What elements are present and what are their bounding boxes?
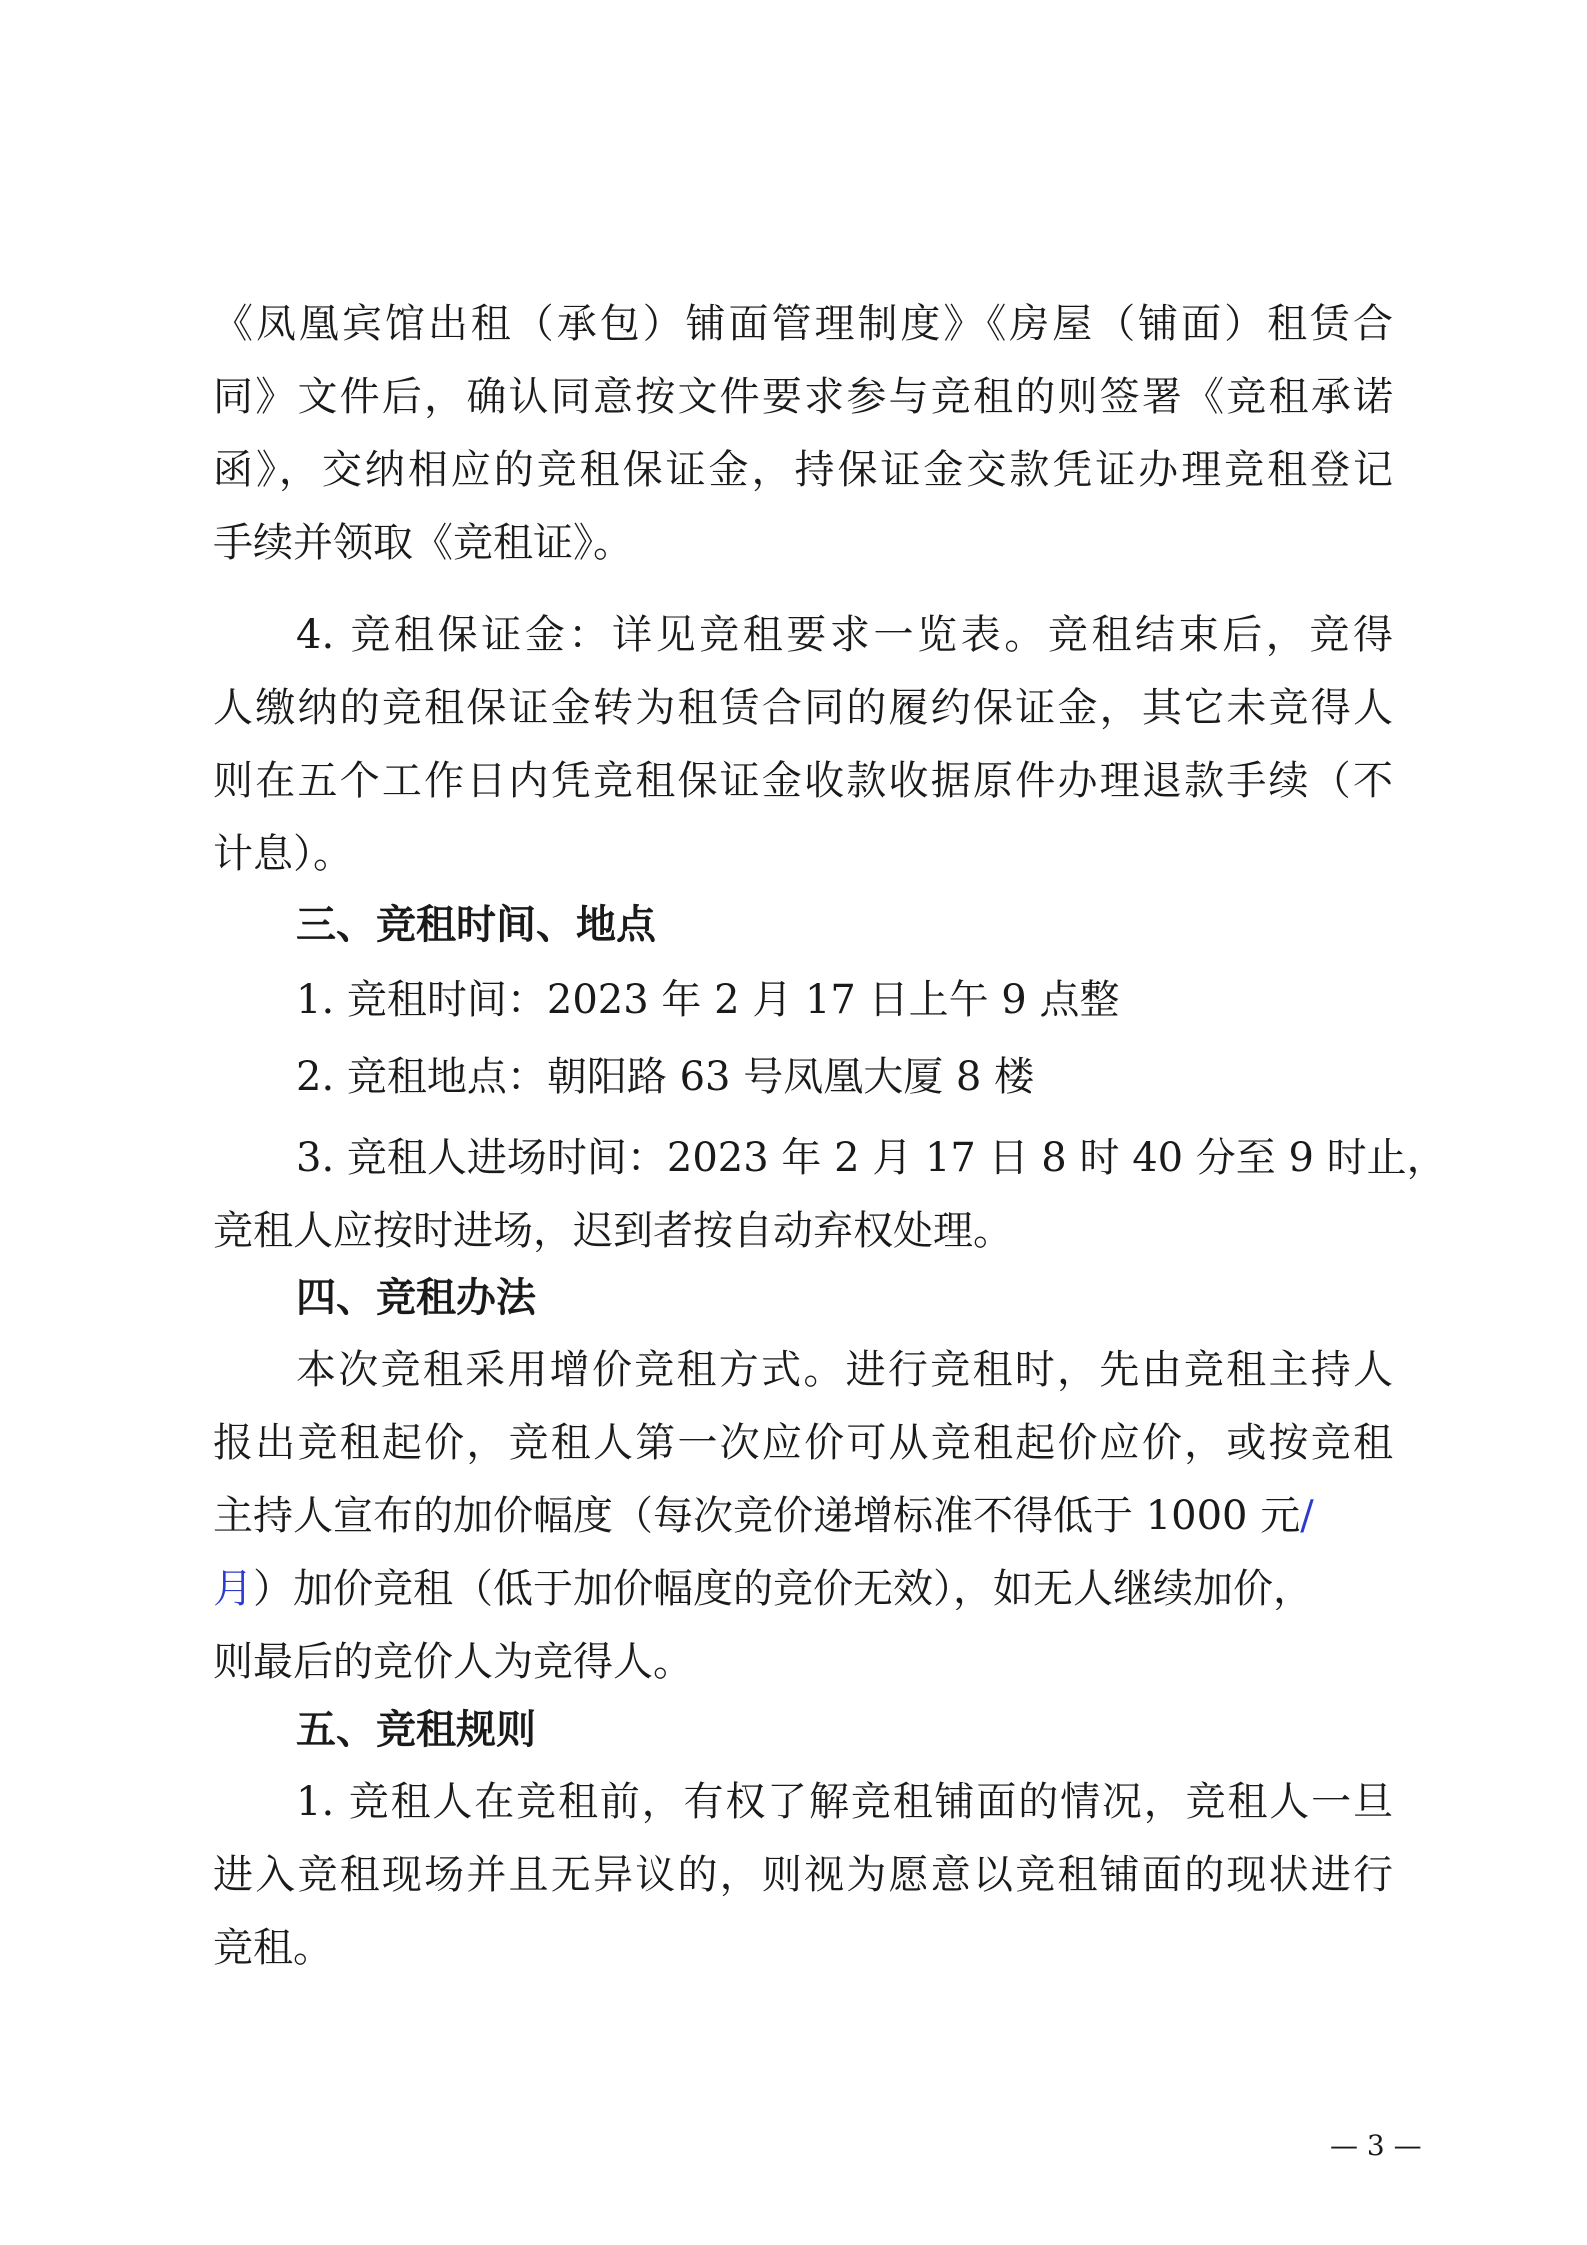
paragraph-line: 函》，交纳相应的竞租保证金，持保证金交款凭证办理竞租登记 [213,447,1393,493]
paragraph-line [213,1561,1393,1617]
paragraph-line: 1. 竞租人在竞租前，有权了解竞租铺面的情况，竞租人一旦 [296,1779,1393,1825]
section-heading: 四、竞租办法 [296,1275,536,1321]
paragraph-line [213,1488,1393,1544]
blue-slash: / [1300,1493,1314,1539]
section-heading: 五、竞租规则 [296,1707,536,1753]
blue-month: 月 [213,1566,253,1612]
paragraph-line: 《凤凰宾馆出租（承包）铺面管理制度》《房屋（铺面）租赁合 [213,301,1393,347]
paragraph-line: 计息）。 [213,831,353,877]
paragraph-line: 则在五个工作日内凭竞租保证金收款收据原件办理退款手续（不 [213,758,1393,804]
method-text: ）加价竞租（低于加价幅度的竞价无效），如无人继续加价， [253,1566,1313,1612]
method-text: 主持人宣布的加价幅度（每次竞价递增标准不得低于 1000 元 [213,1493,1301,1539]
paragraph-line: 本次竞租采用增价竞租方式。进行竞租时，先由竞租主持人 [296,1347,1393,1393]
paragraph-line: 竞租人应按时进场，迟到者按自动弃权处理。 [213,1208,1013,1254]
list-item: 3. 竞租人进场时间：2023 年 2 月 17 日 8 时 40 分至 9 时止， [296,1135,1447,1181]
section-heading: 三、竞租时间、地点 [296,902,656,948]
paragraph-line: 则最后的竞价人为竞得人。 [213,1639,693,1685]
list-item: 2. 竞租地点：朝阳路 63 号凤凰大厦 8 楼 [296,1054,1035,1100]
page-number: — 3 — [1330,2129,1422,2162]
paragraph-line: 手续并领取《竞租证》。 [213,520,633,566]
paragraph-line: 同》文件后，确认同意按文件要求参与竞租的则签署《竞租承诺 [213,374,1393,420]
paragraph-line: 报出竞租起价，竞租人第一次应价可从竞租起价应价，或按竞租 [213,1420,1393,1466]
list-item: 1. 竞租时间：2023 年 2 月 17 日上午 9 点整 [296,977,1120,1023]
paragraph-line: 4. 竞租保证金：详见竞租要求一览表。竞租结束后，竞得 [296,612,1393,658]
paragraph-line: 进入竞租现场并且无异议的，则视为愿意以竞租铺面的现状进行 [213,1852,1393,1898]
paragraph-line: 人缴纳的竞租保证金转为租赁合同的履约保证金，其它未竞得人 [213,685,1393,731]
paragraph-line: 竞租。 [213,1925,333,1971]
